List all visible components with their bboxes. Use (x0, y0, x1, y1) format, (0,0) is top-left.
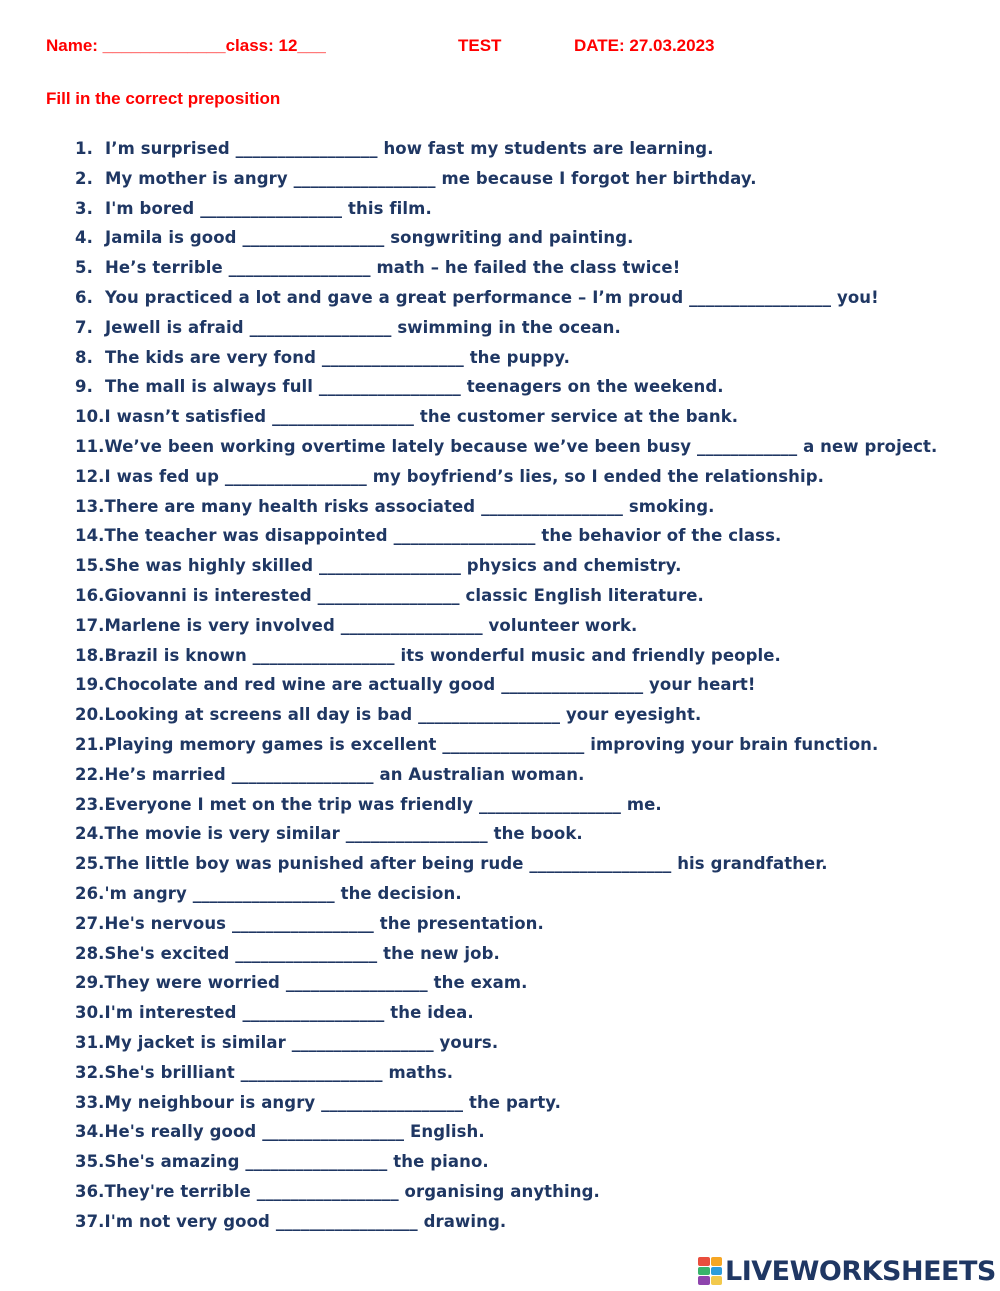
name-class-field: Name: _____________class: 12___ (46, 36, 326, 55)
question-text-after: this film. (348, 198, 432, 218)
question-number: 26. (75, 883, 105, 903)
question-number: 28. (75, 943, 105, 963)
answer-blank[interactable]: _________________ (231, 764, 374, 784)
question-item (75, 794, 975, 824)
question-list (75, 138, 975, 1240)
question-item (75, 525, 975, 555)
question-item (75, 138, 975, 168)
liveworksheets-logo (698, 1254, 996, 1288)
answer-blank[interactable]: _________________ (340, 615, 483, 635)
question-number: 4. (75, 228, 93, 248)
question-item (75, 227, 975, 257)
question-text-after: the party. (468, 1092, 562, 1112)
question-item (75, 764, 975, 794)
question-text-after: the exam. (433, 973, 528, 993)
question-text-before: I'm bored (105, 198, 195, 218)
answer-blank[interactable]: _________________ (275, 1211, 418, 1231)
instruction-text: Fill in the correct preposition (46, 89, 281, 108)
question-item (75, 1062, 975, 1092)
answer-blank[interactable]: _________________ (293, 168, 436, 188)
answer-blank[interactable]: _________________ (200, 198, 343, 218)
question-item (75, 376, 975, 406)
question-text-after: drawing. (423, 1211, 507, 1231)
question-text-after: organising anything. (404, 1181, 600, 1201)
question-number: 13. (75, 496, 105, 516)
question-text-before: Jewell is afraid (105, 317, 244, 337)
question-number: 36. (75, 1181, 105, 1201)
question-text-before: The mall is always full (105, 377, 314, 397)
question-text-before: He’s terrible (105, 258, 223, 278)
question-number: 32. (75, 1062, 105, 1082)
question-text-before: Chocolate and red wine are actually good (104, 675, 496, 695)
question-item (75, 913, 975, 943)
question-number: 35. (75, 1152, 105, 1172)
question-item (75, 883, 975, 913)
question-number: 10. (75, 407, 105, 427)
question-text-after: yours. (439, 1032, 499, 1052)
question-number: 29. (75, 973, 105, 993)
question-number: 14. (75, 526, 105, 546)
question-number: 9. (75, 377, 93, 397)
question-text-after: teenagers on the weekend. (466, 377, 724, 397)
answer-blank[interactable]: _________________ (345, 824, 488, 844)
question-text-before: He's really good (104, 1122, 257, 1142)
question-number: 8. (75, 347, 93, 367)
answer-blank[interactable]: _________________ (689, 287, 832, 307)
question-item (75, 496, 975, 526)
answer-blank[interactable]: ____________ (697, 436, 798, 456)
question-text-before: The little boy was punished after being rude (104, 854, 524, 874)
question-item (75, 555, 975, 585)
question-text-after: maths. (388, 1062, 454, 1082)
answer-blank[interactable]: _________________ (249, 317, 392, 337)
answer-blank[interactable]: _________________ (318, 377, 461, 397)
question-text-after: your eyesight. (565, 705, 702, 725)
answer-blank[interactable]: _________________ (242, 228, 385, 248)
question-text-after: the decision. (340, 883, 462, 903)
answer-blank[interactable]: _________________ (393, 526, 536, 546)
question-item (75, 257, 975, 287)
question-number: 24. (75, 824, 105, 844)
logo-square (698, 1267, 710, 1276)
question-text-before: The movie is very similar (104, 824, 340, 844)
question-text-before: Everyone I met on the trip was friendly (104, 794, 474, 814)
answer-blank[interactable]: _________________ (252, 645, 395, 665)
question-text-before: Giovanni is interested (104, 585, 312, 605)
question-text-after: the new job. (383, 943, 500, 963)
question-text-after: the presentation. (379, 913, 544, 933)
question-text-before: My mother is angry (105, 168, 288, 188)
question-text-before: I was fed up (104, 466, 220, 486)
question-text-after: its wonderful music and friendly people. (400, 645, 781, 665)
answer-blank[interactable]: _________________ (242, 1003, 385, 1023)
answer-blank[interactable]: _________________ (479, 794, 621, 814)
question-number: 25. (75, 854, 105, 874)
question-text-after: the behavior of the class. (541, 526, 782, 546)
answer-blank[interactable]: _________________ (321, 1092, 464, 1112)
question-item (75, 645, 975, 675)
answer-blank[interactable]: _________________ (285, 973, 428, 993)
question-number: 16. (75, 585, 105, 605)
question-text-before: She was highly skilled (104, 556, 314, 576)
question-text-before: I wasn’t satisfied (104, 407, 267, 427)
answer-blank[interactable]: _________________ (318, 556, 461, 576)
question-item (75, 466, 975, 496)
question-text-before: You practiced a lot and gave a great performance – I’m proud (105, 287, 684, 307)
answer-blank[interactable]: _________________ (321, 347, 464, 367)
question-text-after: classic English literature. (465, 585, 704, 605)
question-number: 2. (75, 168, 93, 188)
question-text-after: a new project. (803, 436, 938, 456)
question-number: 37. (75, 1211, 105, 1231)
question-text-after: volunteer work. (488, 615, 638, 635)
test-label: TEST (458, 36, 502, 55)
question-text-before: Jamila is good (105, 228, 237, 248)
answer-blank[interactable]: _________________ (240, 1062, 383, 1082)
question-text-before: We’ve been working overtime lately because we’ve been busy (104, 436, 692, 456)
question-text-after: the piano. (393, 1152, 489, 1172)
question-number: 21. (75, 734, 105, 754)
question-text-before: She's brilliant (104, 1062, 235, 1082)
question-item (75, 436, 975, 466)
question-number: 1. (75, 139, 93, 158)
question-text-before: The teacher was disappointed (104, 526, 388, 546)
question-item (75, 1181, 975, 1211)
question-text-after: math – he failed the class twice! (376, 258, 681, 278)
answer-blank[interactable]: _________________ (529, 854, 672, 874)
question-number: 7. (75, 317, 93, 337)
question-text-after: your heart! (649, 675, 756, 695)
question-number: 30. (75, 1003, 105, 1023)
answer-blank[interactable]: _________________ (224, 466, 367, 486)
question-number: 15. (75, 556, 105, 576)
question-text-before: She's excited (104, 943, 230, 963)
logo-square (711, 1276, 723, 1285)
question-text-after: English. (410, 1122, 485, 1142)
question-number: 18. (75, 645, 105, 665)
question-item (75, 287, 975, 317)
question-text-after: improving your brain function. (590, 734, 879, 754)
question-item (75, 1092, 975, 1122)
question-item (75, 585, 975, 615)
question-text-after: me. (626, 794, 662, 814)
question-text-after: you! (836, 287, 879, 307)
question-item (75, 1121, 975, 1151)
answer-blank[interactable]: _________________ (418, 705, 561, 725)
question-item (75, 674, 975, 704)
question-text-before: I’m surprised (105, 139, 230, 158)
question-number: 19. (75, 675, 105, 695)
answer-blank[interactable]: _________________ (231, 913, 374, 933)
question-number: 11. (75, 436, 105, 456)
question-item (75, 1211, 975, 1241)
answer-blank[interactable]: _________________ (272, 407, 415, 427)
question-text-before: 'm angry (104, 883, 187, 903)
question-text-after: swimming in the ocean. (397, 317, 621, 337)
question-item (75, 1032, 975, 1062)
question-item (75, 406, 975, 436)
question-number: 6. (75, 287, 93, 307)
question-item (75, 198, 975, 228)
question-text-after: me because I forgot her birthday. (441, 168, 757, 188)
question-item (75, 734, 975, 764)
answer-blank[interactable]: _________________ (501, 675, 644, 695)
question-item (75, 704, 975, 734)
question-number: 5. (75, 258, 93, 278)
question-number: 12. (75, 466, 105, 486)
question-text-before: I'm not very good (104, 1211, 270, 1231)
answer-blank[interactable]: _________________ (228, 258, 371, 278)
question-text-after: the idea. (390, 1003, 474, 1023)
question-item (75, 823, 975, 853)
question-number: 3. (75, 198, 93, 218)
question-text-before: Marlene is very involved (104, 615, 335, 635)
question-item (75, 317, 975, 347)
answer-blank[interactable]: _________________ (291, 1032, 434, 1052)
answer-blank[interactable]: _________________ (442, 734, 585, 754)
question-number: 22. (75, 764, 105, 784)
answer-blank[interactable]: _________________ (317, 585, 460, 605)
logo-square (711, 1267, 723, 1276)
question-text-before: He's nervous (104, 913, 227, 933)
question-text-before: She's amazing (104, 1152, 240, 1172)
question-item (75, 1002, 975, 1032)
question-text-after: the customer service at the bank. (419, 407, 739, 427)
answer-blank[interactable]: _________________ (245, 1152, 388, 1172)
question-text-before: The kids are very fond (105, 347, 317, 367)
question-text-before: My neighbour is angry (104, 1092, 316, 1112)
date-label: DATE: 27.03.2023 (574, 36, 715, 55)
question-number: 31. (75, 1032, 105, 1052)
question-text-before: Brazil is known (104, 645, 247, 665)
question-text-before: They were worried (104, 973, 280, 993)
question-text-after: songwriting and painting. (390, 228, 634, 248)
answer-blank[interactable]: _________________ (481, 496, 624, 516)
question-number: 17. (75, 615, 105, 635)
question-text-before: My jacket is similar (104, 1032, 286, 1052)
question-text-after: the book. (493, 824, 583, 844)
question-text-after: smoking. (628, 496, 715, 516)
question-item (75, 1151, 975, 1181)
answer-blank[interactable]: _________________ (235, 139, 378, 158)
logo-square (698, 1276, 710, 1285)
question-text-after: how fast my students are learning. (383, 139, 714, 158)
answer-blank[interactable]: _________________ (192, 883, 335, 903)
question-item (75, 853, 975, 883)
answer-blank[interactable]: _________________ (256, 1181, 399, 1201)
question-text-before: They're terrible (104, 1181, 251, 1201)
question-item (75, 943, 975, 973)
question-item (75, 972, 975, 1002)
logo-square (698, 1257, 710, 1266)
worksheet-header (46, 36, 986, 60)
answer-blank[interactable]: _________________ (262, 1122, 405, 1142)
logo-square (711, 1257, 723, 1266)
question-text-after: physics and chemistry. (466, 556, 682, 576)
logo-text: LIVEWORKSHEETS (725, 1255, 996, 1287)
question-text-before: I'm interested (104, 1003, 237, 1023)
answer-blank[interactable]: _________________ (235, 943, 378, 963)
question-text-after: the puppy. (469, 347, 570, 367)
question-text-before: Looking at screens all day is bad (104, 705, 413, 725)
question-text-after: my boyfriend’s lies, so I ended the relationship. (372, 466, 824, 486)
question-text-after: an Australian woman. (379, 764, 585, 784)
question-number: 27. (75, 913, 105, 933)
question-number: 23. (75, 794, 105, 814)
question-number: 34. (75, 1122, 105, 1142)
question-item (75, 615, 975, 645)
liveworksheets-logo-icon (698, 1257, 722, 1285)
question-text-before: There are many health risks associated (104, 496, 476, 516)
question-number: 33. (75, 1092, 105, 1112)
question-text-before: Playing memory games is excellent (104, 734, 437, 754)
question-item (75, 168, 975, 198)
question-number: 20. (75, 705, 105, 725)
question-text-after: his grandfather. (677, 854, 828, 874)
question-text-before: He’s married (104, 764, 226, 784)
question-item (75, 347, 975, 377)
